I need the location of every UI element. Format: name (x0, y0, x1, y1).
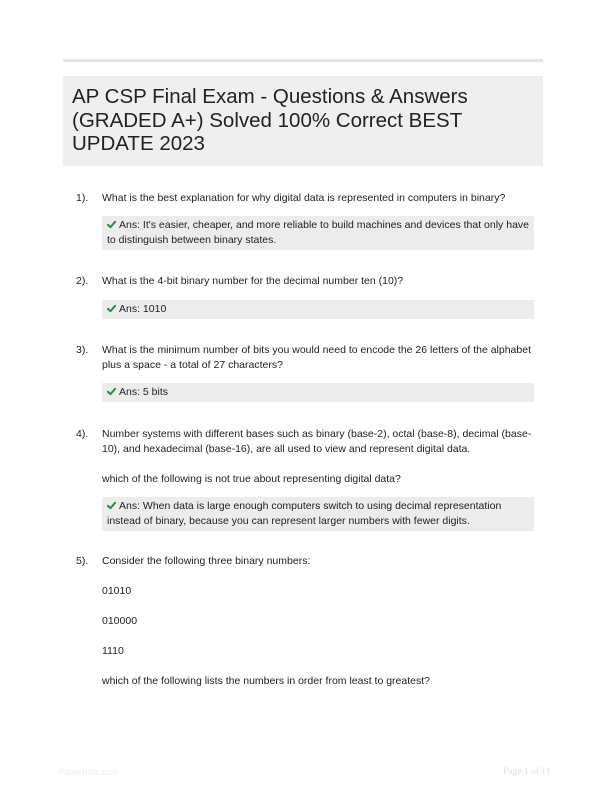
check-icon (107, 304, 116, 313)
answer-box (102, 497, 534, 531)
question-followup: which of the following is not true about representing digital data? (102, 473, 401, 485)
question-number: 1). (76, 192, 89, 204)
answer-text: Ans: It's easier, cheaper, and more reliable to build machines and devices that only have to distinguish between binary states. (107, 219, 529, 246)
check-icon (107, 501, 116, 510)
answer-box (102, 216, 534, 250)
answer-box (102, 383, 534, 402)
question-number: 2). (76, 275, 89, 287)
answer-text: Ans: When data is large enough computers switch to using decimal representation instead of binary, because you can represent larger numbers with fewer digits. (107, 500, 502, 527)
question-number: 3). (76, 344, 89, 356)
answer-text: Ans: 5 bits (119, 386, 169, 398)
answer-box (102, 300, 534, 319)
question-text: What is the 4-bit binary number for the decimal number ten (10)? (102, 275, 404, 287)
question-text: What is the best explanation for why digital data is represented in computers in binary? (102, 192, 506, 204)
question-text: Consider the following three binary numbers: (102, 555, 311, 567)
question-text: What is the minimum number of bits you would need to encode the 26 letters of the alphabet plus a space - a total of 27 characters? (102, 344, 531, 371)
question-text: Number systems with different bases such as binary (base-2), octal (base-8), decimal (base-10), and hexadecimal (base-16), are all used to view and represent digital data. (102, 428, 532, 455)
title-banner (63, 76, 543, 166)
binary-number-line: 1110 (102, 645, 124, 657)
answer-text: Ans: 1010 (119, 303, 167, 315)
binary-number-line: 010000 (102, 615, 138, 627)
page-number: Page 1 of 11 (503, 767, 551, 777)
question-followup: which of the following lists the numbers in order from least to greatest? (102, 675, 430, 687)
question-number: 4). (76, 428, 89, 440)
check-icon (107, 220, 116, 229)
document-title: AP CSP Final Exam - Questions & Answers (GRADED A+) Solved 100% Correct BEST UPDATE 2023 (72, 85, 468, 155)
question-number: 5). (76, 555, 89, 567)
top-divider (63, 59, 543, 62)
binary-number-line: 01010 (102, 585, 132, 597)
check-icon (107, 387, 116, 396)
footer-watermark: PaperBlitz.com (58, 767, 119, 777)
